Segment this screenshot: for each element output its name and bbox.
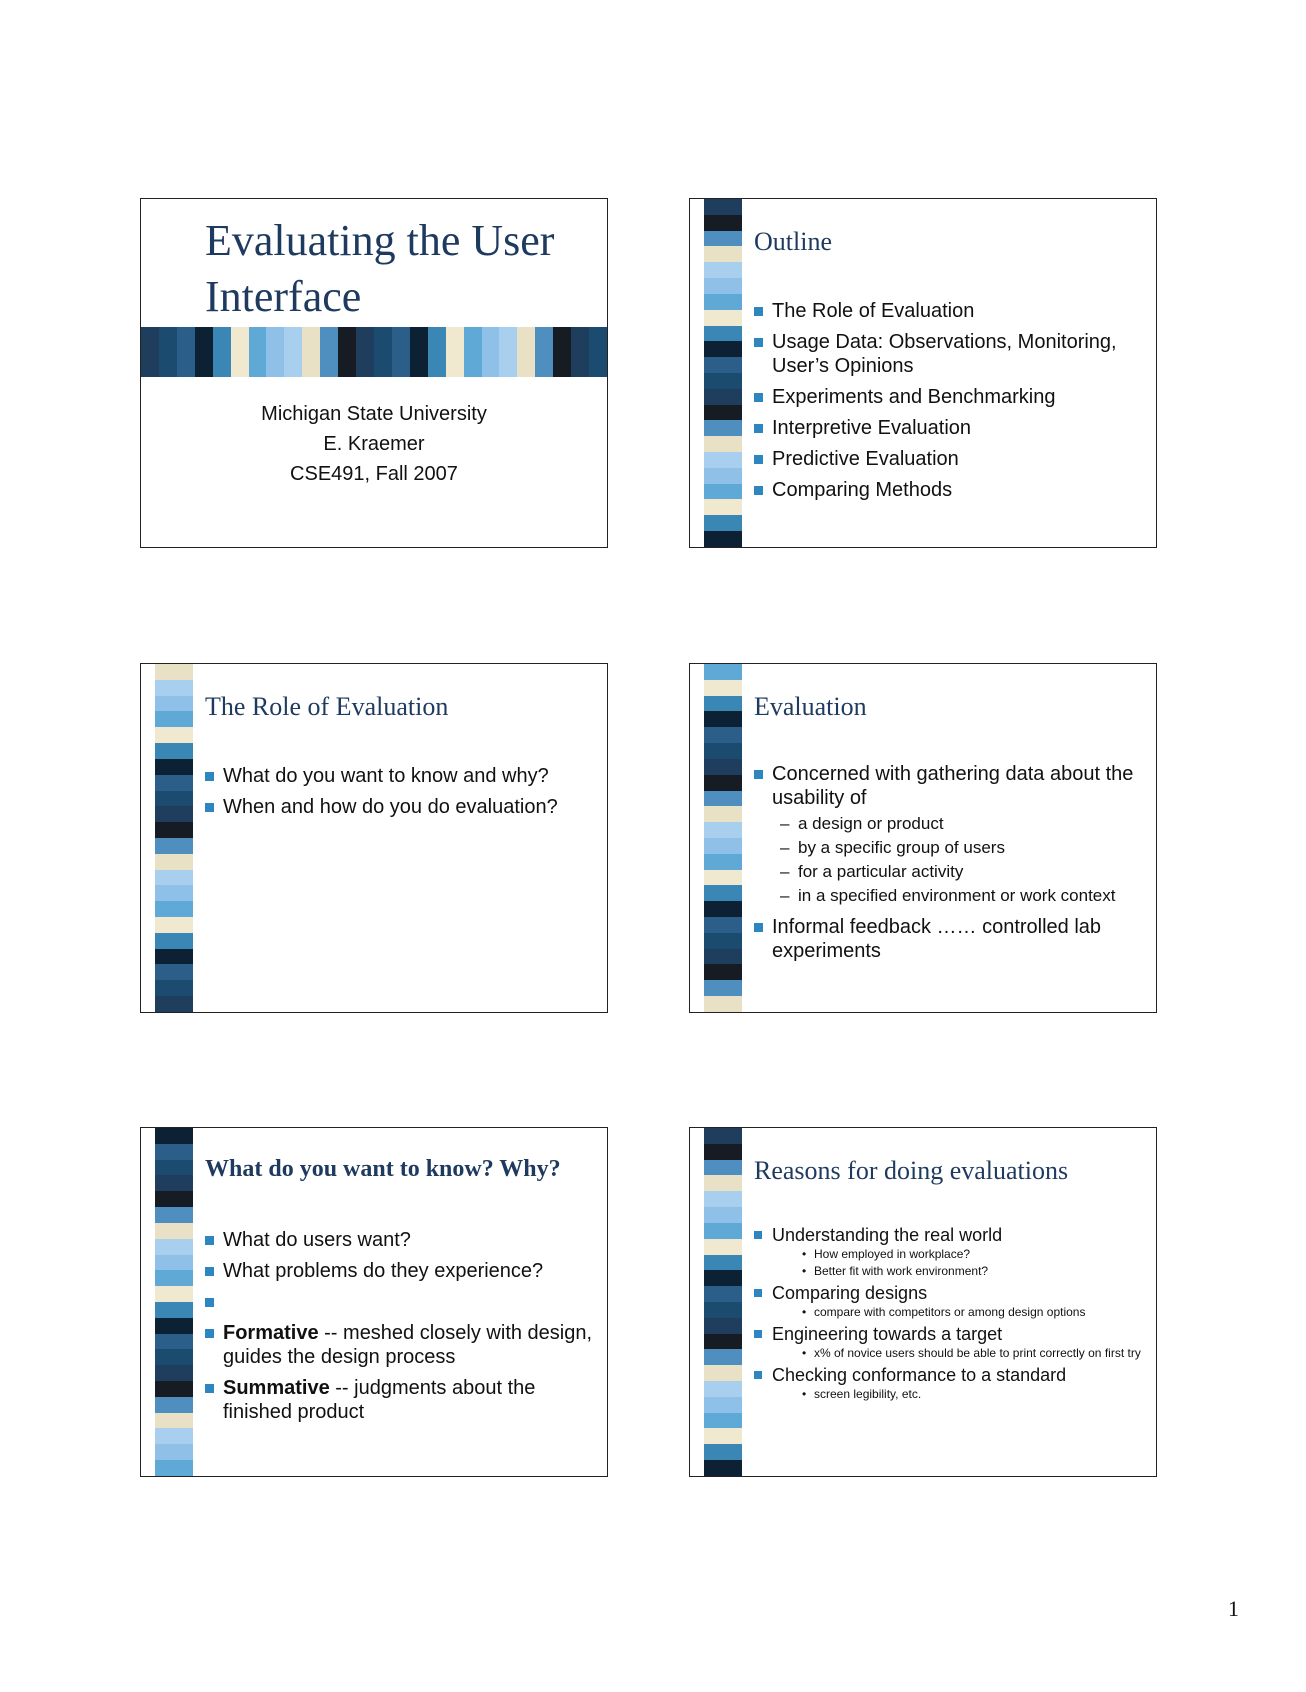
bar-segment [155,822,193,838]
bar-segment [704,484,742,500]
slide-reasons [689,1127,1157,1477]
bar-segment [284,327,302,377]
bar-segment [704,341,742,357]
bar-segment [356,327,374,377]
bar-segment [155,775,193,791]
bar-segment [155,791,193,807]
slide-title [140,198,608,548]
bar-segment [704,389,742,405]
bar-segment [155,696,193,712]
bar-segment [704,1365,742,1381]
bar-segment [155,1128,193,1144]
list-item: What problems do they experience? [205,1259,597,1283]
bar-segment [704,870,742,886]
bar-segment [155,1160,193,1176]
bar-segment [704,917,742,933]
list-item: When and how do you do evaluation? [205,795,597,819]
bar-segment [704,278,742,294]
bar-segment [704,1302,742,1318]
spacer [205,1290,597,1314]
bar-segment [704,1239,742,1255]
list-item: What do users want? [205,1228,597,1252]
bar-segment [704,231,742,247]
slide-heading: Reasons for doing evaluations [754,1156,1069,1185]
decorative-color-bar [704,199,742,547]
bar-segment [704,310,742,326]
bar-segment [517,327,535,377]
bar-segment [155,1239,193,1255]
bar-segment [155,964,193,980]
bar-segment [704,499,742,515]
bar-segment [704,696,742,712]
title-line-2: Interface [205,272,362,321]
bar-segment [704,838,742,854]
bar-segment [704,1318,742,1334]
bar-segment [155,1444,193,1460]
term: Summative [223,1377,330,1399]
bar-segment [704,1397,742,1413]
bar-segment [155,870,193,886]
author-block [141,399,607,489]
sub-list [772,1304,1146,1321]
bar-segment [155,1286,193,1302]
bar-segment [155,901,193,917]
slide-heading: The Role of Evaluation [205,692,449,721]
bar-segment [213,327,231,377]
bar-segment [446,327,464,377]
bar-segment [704,680,742,696]
bar-segment [159,327,177,377]
bar-segment [155,1381,193,1397]
bar-segment [704,1270,742,1286]
bar-segment [704,357,742,373]
bar-segment [155,806,193,822]
decorative-color-bar [155,664,193,1012]
slide-role-of-evaluation [140,663,608,1013]
sub-list [772,1386,1146,1403]
bar-segment [589,327,607,377]
bullet-list [205,764,597,826]
bar-segment [155,1144,193,1160]
bar-segment [704,405,742,421]
slide-heading: Outline [754,227,832,256]
list-item: Comparing Methods [754,478,1146,502]
bar-segment [482,327,500,377]
bar-segment [704,199,742,215]
institution: Michigan State University [261,403,487,425]
bar-segment [704,1128,742,1144]
bar-segment [704,1255,742,1271]
list-item: Checking conformance to a standard • screen legibility, etc. [754,1364,1146,1403]
bar-segment [704,727,742,743]
bar-segment [155,1207,193,1223]
bar-segment [155,885,193,901]
bar-segment [392,327,410,377]
bar-segment [704,1144,742,1160]
bar-segment [410,327,428,377]
list-item: Understanding the real world • How employed in workplace? • Better fit with work environment? [754,1224,1146,1280]
bar-segment [141,327,159,377]
bar-segment [155,1191,193,1207]
bar-segment [231,327,249,377]
bar-segment [302,327,320,377]
slide-heading: What do you want to know? Why? [205,1156,561,1182]
title-line-1: Evaluating the User [205,216,555,265]
decorative-color-bar [141,327,607,377]
list-item: The Role of Evaluation [754,299,1146,323]
bar-segment [155,838,193,854]
decorative-color-bar [704,1128,742,1476]
bar-segment [704,452,742,468]
sub-item: – in a specified environment or work context [780,886,1116,905]
list-item [205,1376,597,1424]
bar-segment [155,1428,193,1444]
list-item: Engineering towards a target • x% of novice users should be able to print correctly on first try [754,1323,1146,1362]
bar-segment [704,743,742,759]
bar-segment [704,1223,742,1239]
bar-segment [571,327,589,377]
bullet-list [754,762,1146,970]
sub-list [772,1246,1146,1280]
bar-segment [155,1318,193,1334]
bar-segment [704,436,742,452]
bar-segment [704,1413,742,1429]
bar-segment [704,980,742,996]
bar-segment [155,1413,193,1429]
item-text: Concerned with gathering data about the usability of [772,763,1134,809]
course: CSE491, Fall 2007 [290,463,458,485]
bar-segment [704,215,742,231]
list-item: Comparing designs • compare with competitors or among design options [754,1282,1146,1321]
bar-segment [704,1460,742,1476]
list-item: Interpretive Evaluation [754,416,1146,440]
bar-segment [155,949,193,965]
bar-segment [155,711,193,727]
bar-segment [704,885,742,901]
sub-list [772,1345,1146,1362]
bar-segment [704,420,742,436]
slide-title-heading [205,213,554,325]
bar-segment [155,1334,193,1350]
bar-segment [499,327,517,377]
bar-segment [704,1207,742,1223]
slide-evaluation [689,663,1157,1013]
decorative-color-bar [704,664,742,1012]
bar-segment [155,1460,193,1476]
bar-segment [704,791,742,807]
bar-segment [155,917,193,933]
bar-segment [704,964,742,980]
list-item: Usage Data: Observations, Monitoring, User’s Opinions [754,330,1146,378]
sub-item: • Better fit with work environment? [802,1264,989,1278]
bar-segment [704,1160,742,1176]
bar-segment [704,468,742,484]
definition: -- judgments about the finished product [223,1377,536,1423]
list-item [754,762,1146,908]
bar-segment [704,949,742,965]
bar-segment [704,294,742,310]
page-number: 1 [1228,1596,1239,1621]
slide-heading: Evaluation [754,692,867,721]
bar-segment [535,327,553,377]
bar-segment [374,327,392,377]
bar-segment [155,727,193,743]
bar-segment [704,996,742,1012]
bar-segment [155,1365,193,1381]
bar-segment [704,515,742,531]
bar-segment [704,1428,742,1444]
slide-what-to-know [140,1127,608,1477]
list-item [205,1321,597,1369]
bar-segment [704,806,742,822]
bar-segment [704,1175,742,1191]
bar-segment [249,327,267,377]
bar-segment [155,1349,193,1365]
bar-segment [320,327,338,377]
list-item: Predictive Evaluation [754,447,1146,471]
term: Formative [223,1322,319,1344]
bar-segment [704,664,742,680]
bar-segment [155,1397,193,1413]
bar-segment [155,680,193,696]
bar-segment [155,1175,193,1191]
sub-item: • compare with competitors or among design options [802,1305,1086,1319]
list-item: Experiments and Benchmarking [754,385,1146,409]
sub-item: • x% of novice users should be able to print correctly on first try [802,1346,1141,1360]
bar-segment [704,326,742,342]
bar-segment [155,996,193,1012]
bar-segment [155,1270,193,1286]
bar-segment [704,1334,742,1350]
bar-segment [155,1302,193,1318]
sub-item: – for a particular activity [780,862,964,881]
sub-item: – a design or product [780,814,944,833]
bar-segment [704,1381,742,1397]
bar-segment [177,327,195,377]
decorative-color-bar [155,1128,193,1476]
bar-segment [464,327,482,377]
bar-segment [155,933,193,949]
sub-item: • How employed in workplace? [802,1247,971,1261]
sub-item: • screen legibility, etc. [802,1387,922,1401]
bar-segment [266,327,284,377]
bar-segment [195,327,213,377]
bar-segment [155,980,193,996]
bar-segment [155,759,193,775]
bar-segment [704,373,742,389]
bar-segment [704,759,742,775]
bar-segment [704,901,742,917]
bullet-list [205,1228,597,1431]
definition: -- meshed closely with design, guides the design process [223,1322,593,1368]
bar-segment [155,854,193,870]
bar-segment [338,327,356,377]
bullet-list [754,1224,1146,1405]
bar-segment [155,743,193,759]
bar-segment [704,531,742,547]
bar-segment [704,775,742,791]
sub-item: – by a specific group of users [780,838,1005,857]
bar-segment [553,327,571,377]
bar-segment [704,711,742,727]
list-item: Informal feedback …… controlled lab experiments [754,915,1146,963]
slide-outline [689,198,1157,548]
bar-segment [704,1349,742,1365]
bar-segment [704,822,742,838]
bar-segment [704,1191,742,1207]
bar-segment [704,1444,742,1460]
bar-segment [155,1255,193,1271]
bar-segment [704,854,742,870]
bar-segment [704,262,742,278]
author: E. Kraemer [323,433,425,455]
list-item: What do you want to know and why? [205,764,597,788]
bar-segment [704,246,742,262]
outline-list [754,299,1146,509]
sub-list [772,812,1146,908]
bar-segment [704,1286,742,1302]
bar-segment [704,933,742,949]
bar-segment [155,664,193,680]
bar-segment [155,1223,193,1239]
bar-segment [428,327,446,377]
